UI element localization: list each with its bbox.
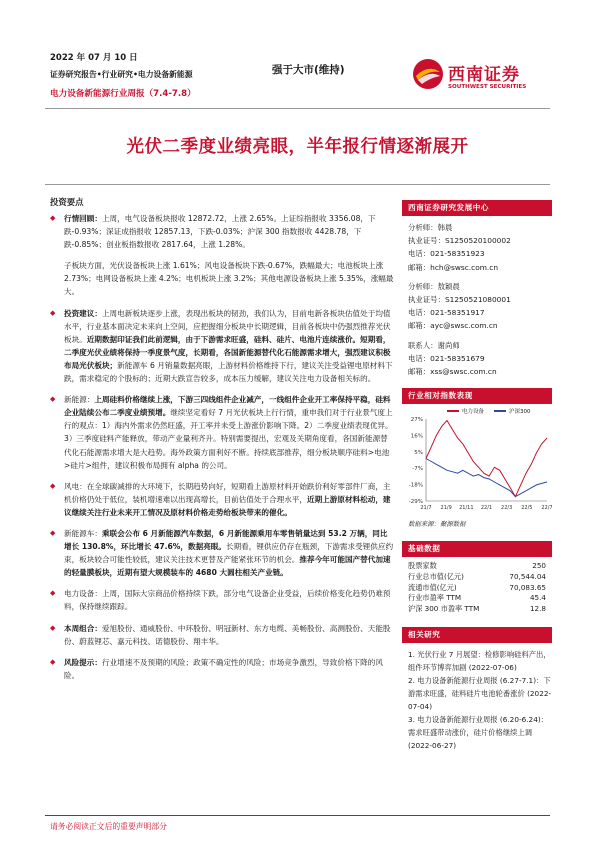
point-investment xyxy=(50,307,395,386)
point-text: 行业增速不及预期的风险；政策不确定性的风险；市场竞争激烈，导致价格下降的风险。 xyxy=(64,657,383,680)
data-label: 流通市值(亿元) xyxy=(408,582,457,592)
data-value: 12.8 xyxy=(529,604,546,614)
point-text-2: 新能源车 6 月销量数据亮眼，上游材料价格维持下行，建议关注受益锂电原材料下跌，需求稳定的个股标的；近期大跌宣告较多，成本压力缓解，建议关注电力设备相关标的。 xyxy=(64,360,393,384)
index-chart xyxy=(402,415,552,515)
company-logo xyxy=(412,58,552,98)
chart-source: 数据来源：聚源数据 xyxy=(408,520,466,528)
data-row xyxy=(402,583,552,594)
data-value: 45.4 xyxy=(529,593,546,603)
related-item[interactable]: 1. 光伏行业 7 月展望：检修影响硅料产出，组件环节博弈加剧 (2022-07-06) xyxy=(408,650,551,672)
data-row xyxy=(402,561,552,572)
data-value: 250 xyxy=(532,561,546,570)
rating: 强于大市(维持) xyxy=(272,64,345,76)
x-tick-label: 21/7 xyxy=(420,505,432,511)
series-line-csi300 xyxy=(426,459,547,497)
x-tick-label: 21/9 xyxy=(440,505,452,511)
y-tick-label: -29% xyxy=(408,499,423,505)
legend-swatch xyxy=(494,410,506,412)
point-title: 行情回顾： xyxy=(64,214,102,223)
related-header: 相关研究 xyxy=(402,627,552,643)
point-bold: 上周硅料价格继续上涨，下游三四线组件企业减产，一线组件企业开工率保持平稳，硅料企业陆续公布二季度业绩预增。 xyxy=(64,395,391,418)
point-market-review xyxy=(50,212,395,251)
data-value: 70,083.65 xyxy=(509,582,546,592)
point-text: 上周，电气设备板块报收 12872.72，上涨 2.65%。上证综指报收 3356.08，下跌-0.93%；深证成指报收 12857.13，下跌-0.03%；沪深 300 指数报收 4428.78，下跌-0.85%；创业板指数报收 2817.64，上涨 1.28%。 xyxy=(64,214,376,250)
basic-data-panel xyxy=(402,541,552,615)
analyst-cert: 执业证号：S1250521080001 xyxy=(408,295,511,305)
point-sub: 子板块方面，光伏设备板块上涨 1.61%；风电设备板块下跌-0.67%，跌幅最大；电池板块上涨 2.73%；电网设备板块上涨 4.2%；电机板块上涨 3.2%；其他电源设备板块上涨 5.35%，涨幅最大。 xyxy=(64,261,394,297)
point-bold: 近期上游原材料松动，建议继续关注行业未来开工情况及原材料价格走势给板块带来的催化。 xyxy=(64,494,391,517)
legend-item xyxy=(494,407,531,415)
analyst-name: 分析师：敖颖晨 xyxy=(408,281,460,291)
x-tick-label: 22/1 xyxy=(480,505,493,511)
legend-label: 沪深300 xyxy=(509,409,531,415)
point-portfolio xyxy=(50,622,395,648)
point-title: 投资建议： xyxy=(64,308,102,318)
point-bold: 近期数据印证我们此前逻辑，由于下游需求旺盛，硅料、硅片、电池片连续涨价。短期看，二季度光伏业绩将保持一季度景气度，长期看，各国新能源替代化石能源需求增大，强烈建议积极布局光伏板块； xyxy=(64,334,391,370)
x-tick-label: 22/5 xyxy=(521,505,533,511)
x-tick-label: 21/11 xyxy=(459,505,474,511)
point-risk xyxy=(50,656,395,682)
related-item[interactable]: 3. 电力设备新能源行业周报 (6.20-6.24)：需求旺盛带动涨价，硅片价格继续上调 (2022-06-27) xyxy=(408,715,548,750)
page-title: 光伏二季度业绩亮眼，半年报行情逐渐展开 xyxy=(126,137,469,157)
header-divider xyxy=(45,108,550,109)
analyst-panel xyxy=(402,200,552,378)
analyst-header: 西南证券研究发展中心 xyxy=(402,200,552,216)
x-tick-label: 22/3 xyxy=(501,505,513,511)
x-tick-label: 22/7 xyxy=(541,505,552,511)
point-text: 上周，国际大宗商品价格持续下跌，部分电气设备企业受益，后续价格变化趋势仍难预料，保持继续跟踪。 xyxy=(64,589,391,612)
chart-legend xyxy=(447,407,552,415)
title-divider xyxy=(45,184,550,185)
report-date: 2022 年 07 月 10 日 xyxy=(50,53,138,63)
contact-email[interactable]: 邮箱：xss@swsc.com.cn xyxy=(408,367,497,377)
point-ev xyxy=(50,527,395,579)
data-label: 行业市盈率 TTM xyxy=(408,593,462,603)
index-chart-panel xyxy=(402,388,552,528)
analyst-list xyxy=(402,221,552,378)
y-tick-label: 27% xyxy=(410,417,423,423)
data-row xyxy=(402,604,552,615)
analyst-phone: 电话：021-58351923 xyxy=(408,249,485,259)
analyst-phone: 电话：021-58351917 xyxy=(408,308,485,318)
key-points xyxy=(50,212,395,690)
data-row xyxy=(402,572,552,583)
y-tick-label: 16% xyxy=(410,433,423,440)
y-tick-label: 5% xyxy=(414,449,423,456)
data-label: 行业总市值(亿元) xyxy=(408,571,464,581)
y-tick-label: -7% xyxy=(412,466,423,473)
section-title: 投资要点 xyxy=(50,197,84,207)
point-title: 电力设备： xyxy=(64,589,102,599)
analyst-name: 分析师：韩晨 xyxy=(408,223,453,232)
related-list xyxy=(402,648,552,752)
legend-item xyxy=(447,407,484,415)
chart-header: 行业相对指数表现 xyxy=(402,388,552,404)
report-category: 证券研究报告•行业研究•电力设备新能源 xyxy=(50,70,193,79)
data-label: 股票家数 xyxy=(408,561,437,570)
point-title: 风险提示： xyxy=(64,657,102,667)
basic-data-table xyxy=(402,561,552,615)
logo-name: 西南证券 xyxy=(448,65,520,85)
data-label: 沪深 300 市盈率 TTM xyxy=(408,604,480,614)
point-text: 长期看，锂供应仍存在瓶颈，下游需求受锂供应约束，板块较合可能性较低，建议关注技术更替及产能紧张环节的机会。 xyxy=(64,542,394,565)
footer-divider xyxy=(45,815,550,816)
point-wind xyxy=(50,480,395,519)
point-title: 本周组合： xyxy=(64,623,102,633)
contact-name: 联系人：谢尚师 xyxy=(408,340,460,350)
point-power-equipment xyxy=(50,587,395,613)
legend-swatch xyxy=(447,410,459,412)
point-title: 新能源车： xyxy=(64,528,102,538)
point-text: 继续坚定看好 7 月光伏板块上行行情，重申我们对于行业景气度上行的观点：1）海内外需求仍然旺盛，开工率并未受上游涨价影响下降。2）二季度业绩表现优异。3）三季度硅料产能释放，带动产业量利齐升。特别需要提出，宏观及关期角度看，各国新能源替代化石能源需求增大是大趋势。海外政策方面利好不断。持续底部推荐，细分板块顺序硅料>电池>硅片>组件，建议积极布局拥有 alpha 的公司。 xyxy=(64,408,393,470)
point-bold-2: 推荐今年可能国产替代加速的轻量膜板块，近期有望大规模装车的 4680 大圆柱相关产业链。 xyxy=(64,555,391,578)
point-bold: 乘联会公布 6 月新能源汽车数据，6 月新能源乘用车零售销量达到 53.2 万辆，同比增长 130.8%，环比增长 47.6%，数据亮眼。 xyxy=(64,528,388,552)
contact-phone: 电话：021-58351679 xyxy=(408,353,485,363)
report-name: 电力设备新能源行业周报（7.4-7.8） xyxy=(50,89,196,99)
series-line-power-equipment xyxy=(426,421,547,497)
logo-english: SOUTHWEST SECURITIES xyxy=(448,84,527,90)
data-value: 70,544.04 xyxy=(509,571,546,581)
logo-mark-icon xyxy=(412,58,444,90)
legend-label: 电力设备 xyxy=(462,409,485,415)
footer-disclaimer: 请务必阅读正文后的重要声明部分 xyxy=(50,822,167,831)
basic-data-header: 基础数据 xyxy=(402,541,552,557)
point-text: 爱旭股份、通威股份、中环股份、明冠新材、东方电缆、美畅股份、高测股份、天能股份、蔚蓝锂芯、嘉元科技、诺德股份、翔丰华。 xyxy=(64,623,391,646)
analyst-email[interactable]: 邮箱：ayc@swsc.com.cn xyxy=(408,321,498,331)
analyst-cert: 执业证号：S1250520100002 xyxy=(408,236,511,246)
point-title: 风电： xyxy=(64,481,87,491)
analyst-email[interactable]: 邮箱：hch@swsc.com.cn xyxy=(408,262,499,272)
point-text: 在全球碳减排的大环境下，长期趋势向好，短期看上游原材料开始跌价利好零部件厂商，主机价格仍处于低位，装机增速难以出现高增长，目前估值处于合理水平， xyxy=(64,481,391,504)
y-tick-label: -18% xyxy=(408,482,423,489)
point-text: 上周电新板块逐步上涨，表现出板块的韧劲，我们认为，目前电新各板块估值处于均值水平，行业基本面决定未来向上空间，应把握细分板块中长期逻辑，目前各板块中仍强烈推荐光伏板块。 xyxy=(64,308,391,344)
data-row xyxy=(402,593,552,604)
related-research-panel xyxy=(402,627,552,752)
related-item[interactable]: 2. 电力设备新能源行业周报 (6.27-7.1)：下游需求旺盛，硅料硅片电池轮番涨价 (2022-07-04) xyxy=(408,676,552,711)
point-new-energy xyxy=(50,393,395,472)
point-title: 新能源： xyxy=(64,395,95,405)
